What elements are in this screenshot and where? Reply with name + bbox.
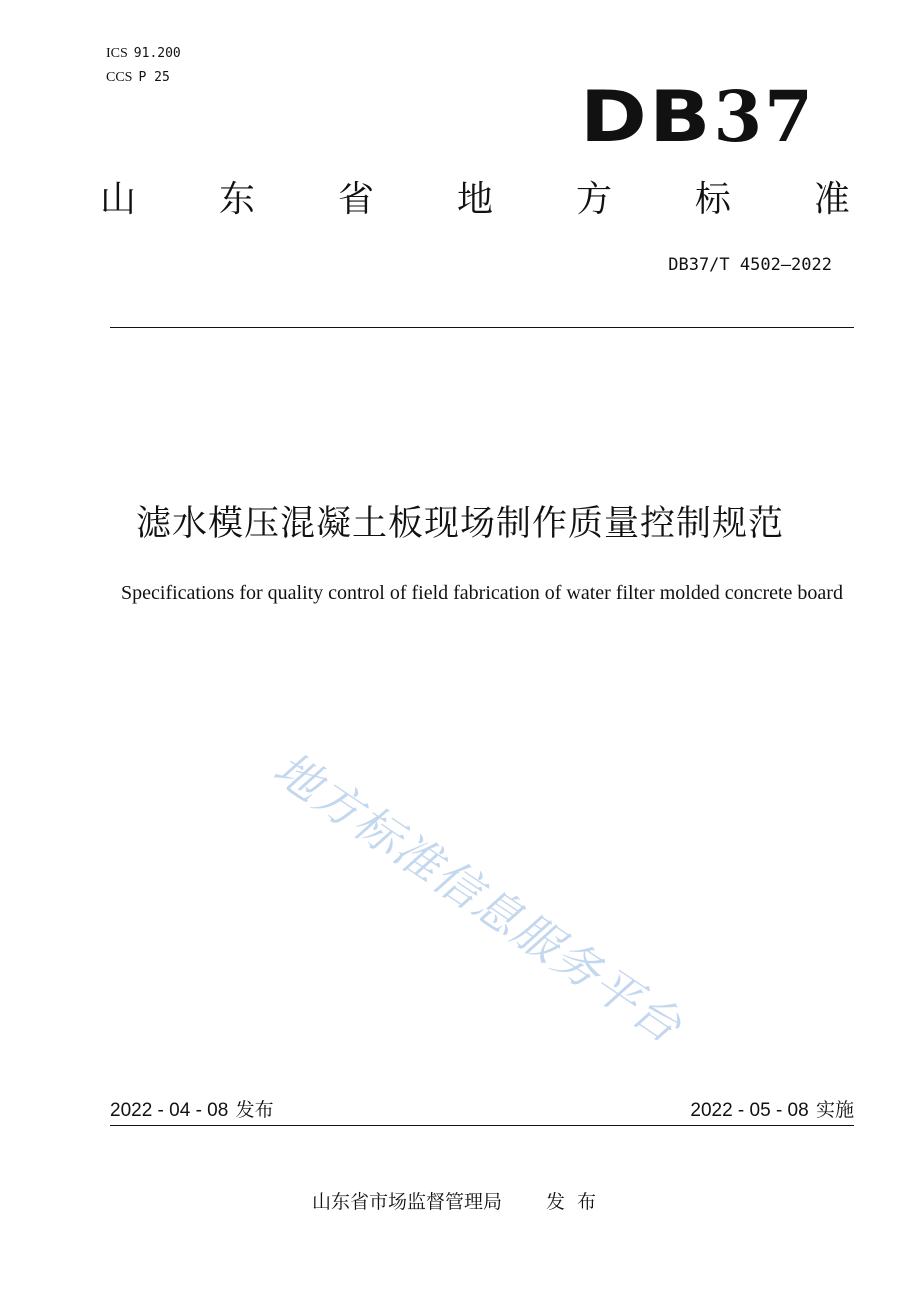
issue-date: 2022 - 04 - 08	[110, 1100, 229, 1121]
top-divider	[110, 327, 854, 328]
watermark-text: 地方标准信息服务平台	[264, 740, 693, 1055]
standard-number: DB37/T 4502—2022	[668, 255, 832, 275]
issue-label: 发布	[235, 1099, 274, 1121]
ics-line	[106, 46, 181, 62]
standard-type-char: 方	[575, 179, 612, 220]
standard-type-char: 地	[456, 179, 493, 220]
publisher-line	[0, 1188, 920, 1216]
publisher-action: 发布	[546, 1191, 609, 1213]
standard-type-char: 省	[337, 179, 374, 220]
standard-type-char: 标	[694, 179, 731, 220]
issue-date-block	[110, 1097, 274, 1124]
title-chinese: 滤水模压混凝土板现场制作质量控制规范	[135, 504, 784, 544]
ccs-line	[106, 70, 170, 86]
ics-label: ICS	[106, 46, 128, 61]
standard-type-char: 准	[813, 179, 850, 220]
standard-type-heading	[100, 178, 850, 222]
logo-letters: DB	[580, 76, 713, 158]
implement-date-block	[690, 1097, 854, 1124]
db-logo	[580, 75, 815, 158]
implement-label: 实施	[815, 1099, 854, 1121]
publisher-name: 山东省市场监督管理局	[311, 1191, 502, 1213]
bottom-divider	[110, 1125, 854, 1126]
ccs-label: CCS	[106, 70, 133, 85]
standard-type-char: 东	[218, 179, 255, 220]
ccs-code: P 25	[138, 70, 170, 85]
implement-date: 2022 - 05 - 08	[690, 1100, 809, 1121]
title-english: Specifications for quality control of field fabrication of water filter molded concrete board	[121, 582, 843, 604]
logo-number: 37	[713, 75, 815, 158]
standard-type-char: 山	[100, 179, 137, 220]
ics-code: 91.200	[133, 46, 181, 61]
